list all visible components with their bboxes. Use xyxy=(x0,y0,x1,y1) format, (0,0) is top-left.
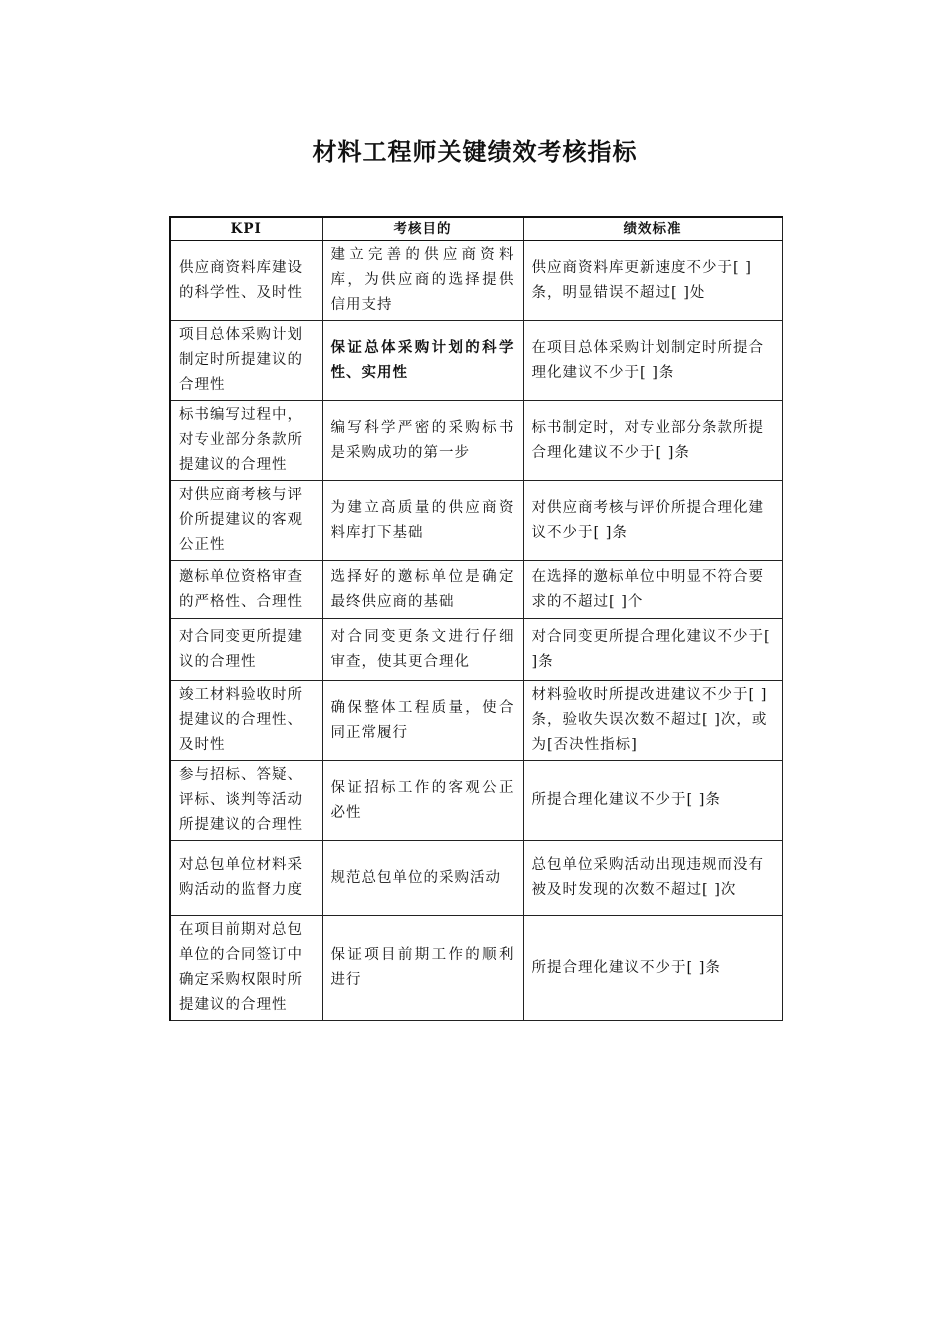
purpose-cell: 对合同变更条文进行仔细审查，使其更合理化 xyxy=(322,619,523,681)
kpi-cell: 对合同变更所提建议的合理性 xyxy=(170,619,322,681)
purpose-cell: 保证招标工作的客观公正必性 xyxy=(322,761,523,841)
standard-cell: 对供应商考核与评价所提合理化建议不少于[ ]条 xyxy=(523,481,782,561)
header-purpose: 考核目的 xyxy=(322,217,523,241)
standard-cell: 材料验收时所提改进建议不少于[ ]条，验收失误次数不超过[ ]次，或为[否决性指标] xyxy=(523,681,782,761)
kpi-cell: 竣工材料验收时所提建议的合理性、及时性 xyxy=(170,681,322,761)
page-title: 材料工程师关键绩效考核指标 xyxy=(312,138,638,166)
kpi-cell: 对供应商考核与评价所提建议的客观公正性 xyxy=(170,481,322,561)
purpose-cell: 建立完善的供应商资料库，为供应商的选择提供信用支持 xyxy=(322,241,523,321)
standard-cell: 标书制定时，对专业部分条款所提合理化建议不少于[ ]条 xyxy=(523,401,782,481)
purpose-cell: 编写科学严密的采购标书是采购成功的第一步 xyxy=(322,401,523,481)
standard-cell: 总包单位采购活动出现违规而没有被及时发现的次数不超过[ ]次 xyxy=(523,841,782,916)
table-row xyxy=(170,321,782,401)
purpose-cell: 选择好的邀标单位是确定最终供应商的基础 xyxy=(322,561,523,619)
purpose-cell: 确保整体工程质量，使合同正常履行 xyxy=(322,681,523,761)
kpi-table xyxy=(169,216,783,1021)
kpi-cell: 标书编写过程中，对专业部分条款所提建议的合理性 xyxy=(170,401,322,481)
table-row xyxy=(170,241,782,321)
standard-cell: 在项目总体采购计划制定时所提合理化建议不少于[ ]条 xyxy=(523,321,782,401)
standard-cell: 供应商资料库更新速度不少于[ ]条，明显错误不超过[ ]处 xyxy=(523,241,782,321)
kpi-cell: 参与招标、答疑、评标、谈判等活动所提建议的合理性 xyxy=(170,761,322,841)
table-row xyxy=(170,916,782,1021)
kpi-cell: 项目总体采购计划制定时所提建议的合理性 xyxy=(170,321,322,401)
standard-cell: 所提合理化建议不少于[ ]条 xyxy=(523,916,782,1021)
table-row xyxy=(170,401,782,481)
kpi-cell: 供应商资料库建设的科学性、及时性 xyxy=(170,241,322,321)
header-standard: 绩效标准 xyxy=(523,217,782,241)
kpi-cell: 邀标单位资格审查的严格性、合理性 xyxy=(170,561,322,619)
table-row xyxy=(170,681,782,761)
purpose-cell: 保证总体采购计划的科学性、实用性 xyxy=(322,321,523,401)
table-header-row xyxy=(170,217,782,241)
purpose-cell: 保证项目前期工作的顺利进行 xyxy=(322,916,523,1021)
table-row xyxy=(170,761,782,841)
kpi-cell: 对总包单位材料采购活动的监督力度 xyxy=(170,841,322,916)
standard-cell: 在选择的邀标单位中明显不符合要求的不超过[ ]个 xyxy=(523,561,782,619)
table-row xyxy=(170,481,782,561)
standard-cell: 对合同变更所提合理化建议不少于[ ]条 xyxy=(523,619,782,681)
table-row xyxy=(170,841,782,916)
table-row xyxy=(170,561,782,619)
kpi-cell: 在项目前期对总包单位的合同签订中确定采购权限时所提建议的合理性 xyxy=(170,916,322,1021)
standard-cell: 所提合理化建议不少于[ ]条 xyxy=(523,761,782,841)
purpose-cell: 规范总包单位的采购活动 xyxy=(322,841,523,916)
table-row xyxy=(170,619,782,681)
purpose-cell: 为建立高质量的供应商资料库打下基础 xyxy=(322,481,523,561)
header-kpi: KPI xyxy=(170,217,322,241)
